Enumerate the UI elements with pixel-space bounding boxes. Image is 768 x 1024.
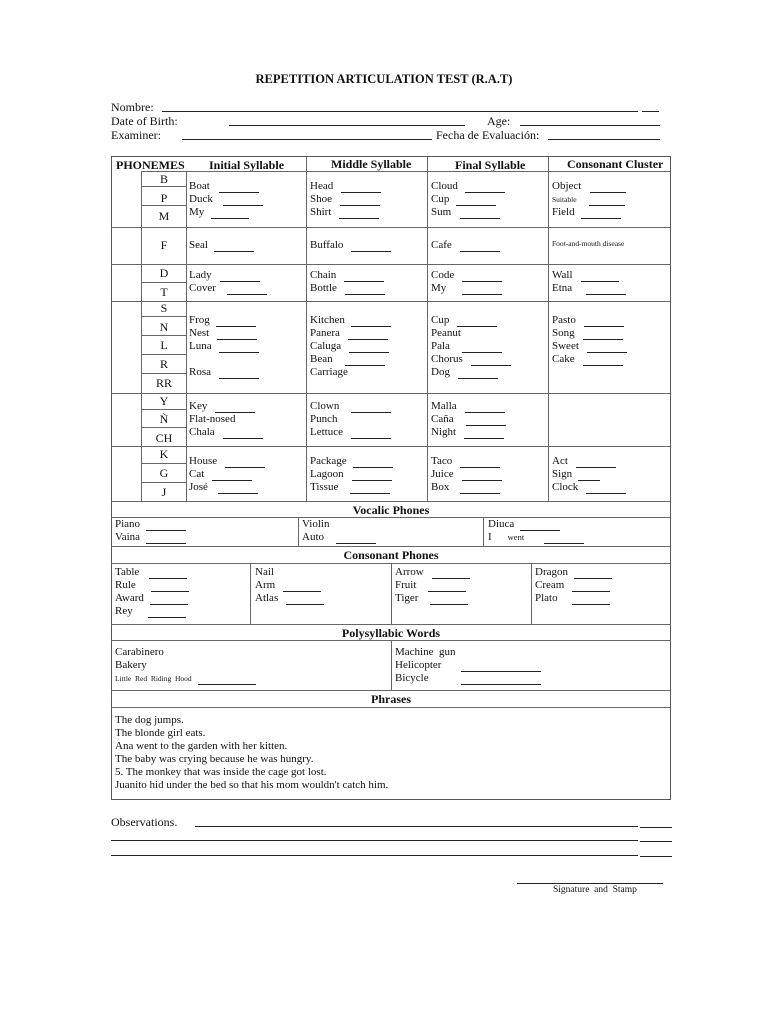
- word: Carabinero: [115, 646, 164, 658]
- answer-blank[interactable]: [146, 534, 186, 544]
- middle-words-ynch: [310, 400, 391, 439]
- answer-blank[interactable]: [218, 484, 258, 494]
- initial-words-f: [189, 239, 254, 252]
- phoneme-label: N: [159, 320, 169, 334]
- initial-words-snlr: [189, 314, 259, 379]
- word: Plato: [535, 592, 558, 604]
- answer-blank[interactable]: [341, 183, 381, 193]
- answer-blank[interactable]: [460, 458, 500, 468]
- final-words-bpm: [431, 180, 505, 219]
- cluster-words-dt: [552, 269, 626, 295]
- word: Lagoon: [310, 468, 344, 480]
- col-divider: [531, 563, 532, 624]
- word: Dog: [431, 366, 450, 378]
- cluster-words-snlr: [552, 314, 627, 366]
- word: Arrow: [395, 566, 424, 578]
- phoneme-label: RR: [155, 376, 172, 390]
- eval-date-field[interactable]: [548, 139, 660, 140]
- word: Nest: [189, 327, 210, 339]
- phoneme-label: Y: [159, 394, 169, 408]
- word: Violin: [302, 518, 330, 530]
- col-divider: [483, 517, 484, 546]
- word: Cover: [189, 282, 216, 294]
- phoneme-cell-line: [141, 373, 186, 374]
- row-divider: [111, 446, 671, 447]
- initial-words-kgj: [189, 455, 265, 494]
- answer-blank[interactable]: [581, 272, 619, 282]
- word: Table: [115, 566, 140, 578]
- answer-blank[interactable]: [219, 183, 259, 193]
- row-divider: [111, 546, 671, 547]
- word: Sum: [431, 206, 452, 218]
- answer-blank[interactable]: [340, 196, 380, 206]
- final-words-f: [431, 239, 500, 252]
- answer-blank[interactable]: [590, 183, 626, 193]
- answer-blank[interactable]: [219, 343, 259, 353]
- answer-blank[interactable]: [458, 369, 498, 379]
- word: Cup: [431, 314, 450, 326]
- answer-blank[interactable]: [460, 484, 500, 494]
- final-words-snlr: [431, 314, 511, 379]
- word: Cup: [431, 193, 450, 205]
- word: Caluga: [310, 340, 342, 352]
- answer-blank[interactable]: [586, 484, 626, 494]
- answer-blank[interactable]: [432, 569, 470, 579]
- word: Panera: [310, 327, 340, 339]
- word: Award: [115, 592, 144, 604]
- word: Cream: [535, 579, 565, 591]
- phrases-title: Phrases: [371, 692, 411, 706]
- phrase: Ana went to the garden with her kitten.: [115, 740, 288, 752]
- phoneme-label: T: [160, 285, 168, 299]
- phoneme-cell-line: [141, 282, 186, 283]
- header-cluster: Consonant Cluster: [567, 157, 664, 171]
- word: José: [189, 481, 208, 493]
- answer-blank[interactable]: [572, 582, 610, 592]
- age-label: Age:: [487, 114, 511, 128]
- observations-line-end: [640, 827, 672, 828]
- answer-blank[interactable]: [586, 285, 626, 295]
- word: Act: [552, 455, 568, 467]
- answer-blank[interactable]: [583, 356, 623, 366]
- word: Lettuce: [310, 426, 343, 438]
- phoneme-label: CH: [155, 431, 173, 445]
- answer-blank[interactable]: [456, 196, 496, 206]
- word: Pala: [431, 340, 450, 352]
- row-divider: [111, 690, 671, 691]
- observations-line-end: [640, 856, 672, 857]
- word: I: [488, 531, 492, 543]
- word: Malla: [431, 400, 457, 412]
- answer-blank[interactable]: [227, 285, 267, 295]
- word: Rey: [115, 605, 133, 617]
- word: Code: [431, 269, 455, 281]
- word: Tissue: [310, 481, 339, 493]
- observations-line[interactable]: [195, 826, 638, 827]
- word: Little Red Riding Hood: [115, 674, 192, 683]
- answer-blank[interactable]: [216, 317, 256, 327]
- consonant-title: Consonant Phones: [343, 548, 439, 562]
- answer-blank[interactable]: [286, 595, 324, 605]
- word: Night: [431, 426, 457, 438]
- word: Object: [552, 180, 582, 192]
- word: Cafe: [431, 239, 452, 251]
- initial-words-ynch: [189, 400, 263, 439]
- word: Chorus: [431, 353, 463, 365]
- answer-blank[interactable]: [428, 582, 466, 592]
- examiner-label: Examiner:: [111, 128, 161, 142]
- col-divider: [306, 156, 307, 501]
- word: Machine gun: [395, 646, 456, 658]
- answer-blank[interactable]: [461, 675, 541, 685]
- answer-blank[interactable]: [283, 582, 321, 592]
- observations-line[interactable]: [111, 855, 638, 856]
- answer-blank[interactable]: [462, 343, 502, 353]
- answer-blank[interactable]: [583, 330, 623, 340]
- answer-blank[interactable]: [352, 471, 392, 481]
- word: Caña: [431, 413, 454, 425]
- cluster-words-f: [552, 237, 624, 250]
- word: Package: [310, 455, 347, 467]
- phrase: The blonde girl eats.: [115, 727, 206, 739]
- name-field[interactable]: [162, 111, 638, 112]
- header-middle: Middle Syllable: [331, 157, 412, 171]
- word: Duck: [189, 193, 213, 205]
- phrase: 5. The monkey that was inside the cage got lost.: [115, 766, 327, 778]
- answer-blank[interactable]: [464, 429, 504, 439]
- phoneme-cell-line: [141, 354, 186, 355]
- answer-blank[interactable]: [211, 209, 249, 219]
- word: Luna: [189, 340, 212, 352]
- answer-blank[interactable]: [349, 343, 389, 353]
- examiner-field[interactable]: [182, 139, 432, 140]
- answer-blank[interactable]: [574, 569, 612, 579]
- word: Buffalo: [310, 239, 344, 251]
- answer-blank[interactable]: [351, 317, 391, 327]
- word: Taco: [431, 455, 453, 467]
- vocalic-title: Vocalic Phones: [352, 503, 430, 517]
- row-divider: [111, 227, 671, 228]
- answer-blank[interactable]: [351, 242, 391, 252]
- answer-blank[interactable]: [351, 403, 391, 413]
- age-field[interactable]: [520, 125, 660, 126]
- word: Auto: [302, 531, 324, 543]
- header-initial: Initial Syllable: [209, 158, 285, 172]
- word: Seal: [189, 239, 208, 251]
- header-final: Final Syllable: [455, 158, 526, 172]
- word: Flat-nosed: [189, 413, 236, 425]
- answer-blank[interactable]: [344, 272, 384, 282]
- cluster-words-bpm: [552, 180, 626, 219]
- answer-blank[interactable]: [460, 209, 500, 219]
- phoneme-label: M: [158, 209, 170, 223]
- phrases-list: [115, 714, 388, 792]
- phoneme-cell-line: [141, 463, 186, 464]
- final-words-dt: [431, 269, 502, 295]
- word: Dragon: [535, 566, 568, 578]
- answer-blank[interactable]: [217, 330, 257, 340]
- col-divider: [548, 156, 549, 501]
- word: Punch: [310, 413, 338, 425]
- word: Cat: [189, 468, 205, 480]
- initial-words-dt: [189, 269, 267, 295]
- answer-blank[interactable]: [215, 403, 255, 413]
- page-title: REPETITION ARTICULATION TEST (R.A.T): [255, 72, 513, 86]
- answer-blank[interactable]: [149, 569, 187, 579]
- answer-blank[interactable]: [353, 458, 393, 468]
- observations-line[interactable]: [111, 840, 638, 841]
- col-divider: [250, 563, 251, 624]
- answer-blank[interactable]: [572, 595, 610, 605]
- answer-blank[interactable]: [581, 209, 621, 219]
- middle-words-f: [310, 239, 391, 252]
- dob-field[interactable]: [229, 125, 465, 126]
- middle-words-kgj: [310, 455, 393, 494]
- phoneme-label: Ñ: [159, 412, 169, 426]
- phrase: The dog jumps.: [115, 714, 184, 726]
- word: Bakery: [115, 659, 147, 671]
- row-divider: [111, 624, 671, 625]
- answer-blank[interactable]: [146, 521, 186, 531]
- phoneme-label: R: [159, 357, 168, 371]
- answer-blank[interactable]: [151, 582, 189, 592]
- word: Foot-and-mouth disease: [552, 239, 625, 248]
- word: Bicycle: [395, 672, 429, 684]
- answer-blank[interactable]: [220, 272, 260, 282]
- col-divider: [298, 517, 299, 546]
- row-divider: [111, 707, 671, 708]
- word: Helicopter: [395, 659, 442, 671]
- row-divider: [111, 264, 671, 265]
- phrase: Juanito hid under the bed so that his mom wouldn't catch him.: [115, 779, 389, 791]
- word: Chain: [310, 269, 337, 281]
- answer-blank[interactable]: [462, 285, 502, 295]
- answer-blank[interactable]: [430, 595, 468, 605]
- word: Carriage: [310, 366, 348, 378]
- answer-blank[interactable]: [465, 183, 505, 193]
- polysyllabic-col2: [395, 646, 541, 685]
- answer-blank[interactable]: [471, 356, 511, 366]
- col-divider: [391, 640, 392, 690]
- answer-blank[interactable]: [223, 429, 263, 439]
- word: Lady: [189, 269, 212, 281]
- phoneme-cell-line: [141, 427, 186, 428]
- answer-blank[interactable]: [544, 534, 584, 544]
- answer-blank[interactable]: [457, 317, 497, 327]
- header-phonemes: PHONEMES: [116, 158, 185, 172]
- final-words-kgj: [431, 455, 502, 494]
- word: Diuca: [488, 518, 515, 530]
- header-divider: [141, 171, 671, 172]
- word: My: [431, 282, 447, 294]
- answer-blank[interactable]: [339, 209, 379, 219]
- observations-label: Observations.: [111, 815, 178, 829]
- phoneme-label: L: [160, 338, 168, 352]
- answer-blank[interactable]: [465, 403, 505, 413]
- word: Bean: [310, 353, 333, 365]
- row-divider: [111, 393, 671, 394]
- phoneme-cell-line: [141, 335, 186, 336]
- answer-blank[interactable]: [223, 196, 263, 206]
- word: Suitable: [552, 195, 577, 204]
- answer-blank[interactable]: [345, 285, 385, 295]
- word: Arm: [255, 579, 276, 591]
- answer-blank[interactable]: [225, 458, 265, 468]
- answer-blank[interactable]: [462, 272, 502, 282]
- word: Key: [189, 400, 208, 412]
- word: House: [189, 455, 218, 467]
- phoneme-cell-line: [141, 482, 186, 483]
- word: Boat: [189, 180, 210, 192]
- answer-blank[interactable]: [576, 458, 616, 468]
- answer-blank[interactable]: [462, 471, 502, 481]
- phoneme-label: D: [159, 266, 169, 280]
- word: Kitchen: [310, 314, 345, 326]
- answer-blank[interactable]: [589, 196, 625, 206]
- word: Tiger: [395, 592, 419, 604]
- word: Head: [310, 180, 334, 192]
- consonant-col2: [255, 566, 324, 605]
- word: Frog: [189, 314, 210, 326]
- col-divider: [391, 563, 392, 624]
- phoneme-label: S: [160, 301, 168, 315]
- word: Juice: [431, 468, 454, 480]
- word: Wall: [552, 269, 573, 281]
- word: Sign: [552, 468, 573, 480]
- word: Atlas: [255, 592, 279, 604]
- word: My: [189, 206, 205, 218]
- vocalic-col2: [302, 518, 376, 544]
- answer-blank[interactable]: [461, 662, 541, 672]
- word: Shoe: [310, 193, 332, 205]
- name-label: Nombre:: [111, 100, 154, 114]
- word: Rosa: [189, 366, 211, 378]
- answer-blank[interactable]: [150, 595, 188, 605]
- row-divider: [111, 301, 671, 302]
- final-words-ynch: [431, 400, 506, 439]
- word: Cake: [552, 353, 575, 365]
- middle-words-snlr: [310, 314, 391, 379]
- phoneme-cell-line: [141, 316, 186, 317]
- phoneme-label: K: [159, 447, 169, 461]
- answer-blank[interactable]: [587, 343, 627, 353]
- word: Etna: [552, 282, 573, 294]
- word: Piano: [115, 518, 141, 530]
- phrase: The baby was crying because he was hungry.: [115, 753, 314, 765]
- consonant-col4: [535, 566, 612, 605]
- signature-label: Signature and Stamp: [553, 885, 637, 895]
- col-divider: [427, 156, 428, 501]
- cluster-words-kgj: [552, 455, 626, 494]
- word: Clown: [310, 400, 340, 412]
- phoneme-label: G: [159, 466, 169, 480]
- word: Peanut: [431, 327, 461, 339]
- answer-blank[interactable]: [345, 356, 385, 366]
- word: Cloud: [431, 180, 458, 192]
- name-field-end: [642, 111, 659, 112]
- middle-words-dt: [310, 269, 385, 295]
- answer-blank[interactable]: [219, 369, 259, 379]
- answer-blank[interactable]: [350, 484, 390, 494]
- signature-line[interactable]: [517, 883, 663, 884]
- phoneme-label: B: [159, 172, 168, 186]
- word: Rule: [115, 579, 136, 591]
- word: Clock: [552, 481, 579, 493]
- phoneme-label: F: [160, 238, 168, 252]
- word: Shirt: [310, 206, 332, 218]
- answer-blank[interactable]: [584, 317, 624, 327]
- word: Pasto: [552, 314, 576, 326]
- consonant-col1: [115, 566, 189, 618]
- word: Chala: [189, 426, 215, 438]
- word: Nail: [255, 566, 274, 578]
- vocalic-col3: [488, 518, 584, 544]
- polysyllabic-title: Polysyllabic Words: [341, 626, 441, 640]
- answer-blank[interactable]: [198, 675, 256, 685]
- row-divider: [111, 501, 671, 502]
- word: Sweet: [552, 340, 579, 352]
- answer-blank[interactable]: [460, 242, 500, 252]
- word: Bottle: [310, 282, 337, 294]
- word: Song: [552, 327, 575, 339]
- phoneme-cell-line: [141, 409, 186, 410]
- word: Box: [431, 481, 450, 493]
- word: Fruit: [395, 579, 417, 591]
- phoneme-label: J: [161, 485, 167, 499]
- word: Field: [552, 206, 575, 218]
- middle-words-bpm: [310, 180, 381, 219]
- eval-date-label: Fecha de Evaluación:: [436, 128, 540, 142]
- answer-blank[interactable]: [466, 416, 506, 426]
- initial-words-bpm: [189, 180, 263, 219]
- consonant-col3: [395, 566, 470, 605]
- vocalic-col1: [115, 518, 186, 544]
- answer-blank[interactable]: [336, 534, 376, 544]
- answer-blank[interactable]: [520, 521, 560, 531]
- observations-line-end: [640, 841, 672, 842]
- answer-blank[interactable]: [351, 429, 391, 439]
- answer-blank[interactable]: [148, 608, 186, 618]
- answer-blank[interactable]: [214, 242, 254, 252]
- word: went: [507, 532, 525, 542]
- phoneme-label: P: [160, 191, 168, 205]
- polysyllabic-col1: [115, 646, 256, 685]
- word: Vaina: [115, 531, 141, 543]
- dob-label: Date of Birth:: [111, 114, 178, 128]
- answer-blank[interactable]: [212, 471, 252, 481]
- answer-blank[interactable]: [348, 330, 388, 340]
- answer-blank[interactable]: [578, 471, 600, 481]
